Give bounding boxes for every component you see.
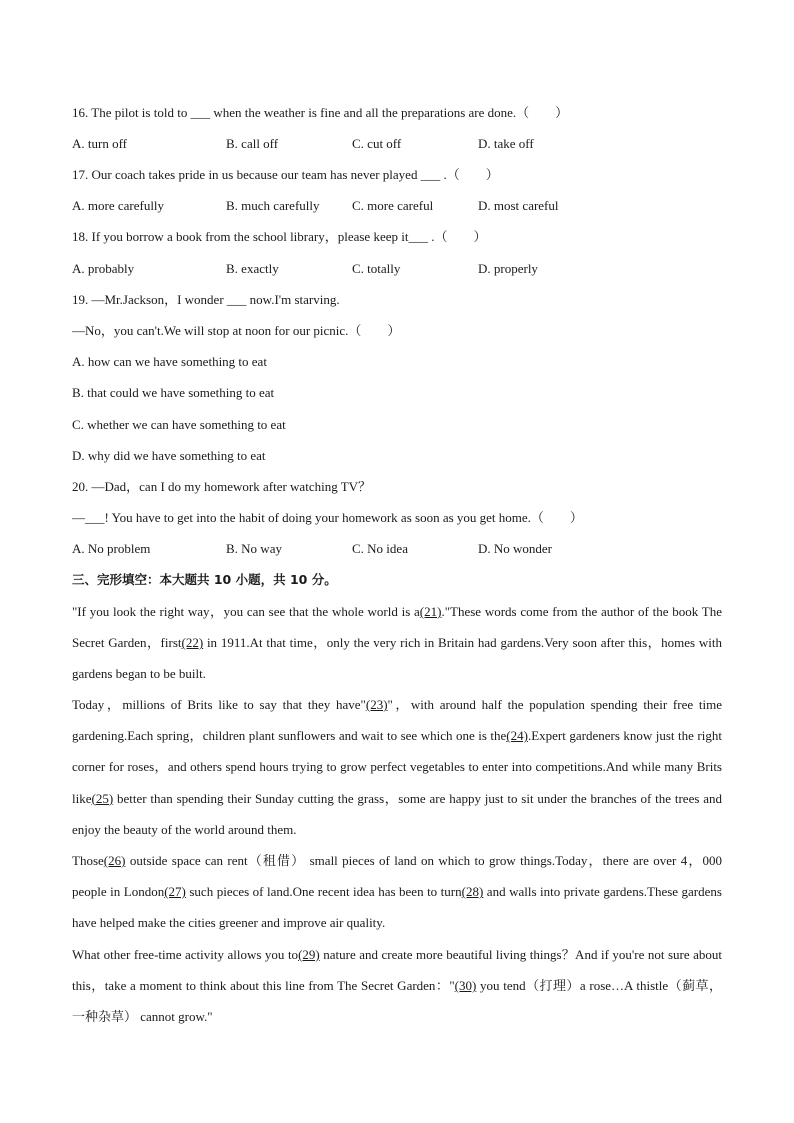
question-17-option-d: D. most careful [478,198,559,213]
blank-28[interactable]: (28) [461,884,484,900]
question-16-option-a: A. turn off [72,136,128,151]
question-16-option-b: B. call off [226,136,279,151]
question-16-stem: 16. The pilot is told to ___ when the weather is fine and all the preparations are done.（ ） [72,105,569,120]
question-19-reply: —No，you can't.We will stop at noon for our picnic.（ ） [72,323,401,338]
question-17-option-c: C. more careful [352,198,434,213]
question-20-stem: 20. —Dad，can I do my homework after watching TV？ [72,479,372,494]
passage-paragraph-2: Today，millions of Brits like to say that they have"(23)"，with around half the population spending their free time gardening.Each spring，children plant sunflowers and wait to see which one is the(24).Expert gardeners know just the right corner for roses，and others spend hours trying to grow perfect vegetables to enter into competitions.And while many Brits like(25) better than spending their Sunday cutting the grass，some are happy just to sit under the branches of the trees and enjoy the beauty of the world around them. [72,697,722,837]
question-20-reply: —___! You have to get into the habit of doing your homework as soon as you get home.（ ） [72,510,583,525]
blank-29[interactable]: (29) [298,947,320,962]
passage-paragraph-3: Those(26) outside space can rent（租借） small pieces of land on which to grow things.Today，there are over 4，000 people in London(27) such pieces of land.One recent idea has been to turn(28) and walls into private gardens.These gardens have helped make the cities greener and improve air quality. [72,853,722,931]
question-20-option-d: D. No wonder [478,541,553,556]
question-19-option-c: C. whether we can have something to eat [72,417,286,432]
question-16-option-c: C. cut off [352,136,402,151]
question-19-option-b: B. that could we have something to eat [72,385,275,400]
blank-23[interactable]: (23) [365,697,388,712]
question-18-option-a: A. probably [72,261,135,276]
passage-paragraph-1: "If you look the right way，you can see that the whole world is a(21)."These words come from the author of the book The Secret Garden，first(22) in 1911.At that time，only the very rich in Britain had gardens.Very soon after this，homes with gardens began to be built. [72,604,722,682]
question-18-option-c: C. totally [352,261,401,276]
question-18-option-d: D. properly [478,261,538,276]
blank-26[interactable]: (26) [103,853,126,868]
question-16-option-d: D. take off [478,136,534,151]
blank-30[interactable]: (30) [454,978,477,994]
question-19-option-a: A. how can we have something to eat [72,354,267,369]
blank-21[interactable]: (21) [419,604,442,619]
question-17-stem: 17. Our coach takes pride in us because our team has never played ___ .（ ） [72,167,499,182]
passage-paragraph-4: What other free-time activity allows you to(29) nature and create more beautiful living things？And if you're not sure about this，take a moment to think about this line from The Secret Garden："(30) you tend（打理）a rose…A thistle（蓟草，一种杂草） cannot grow." [72,947,722,1025]
question-20-option-b: B. No way [226,541,282,556]
question-17-option-b: B. much carefully [226,198,320,213]
question-20-option-a: A. No problem [72,541,151,556]
question-20-option-c: C. No idea [352,541,408,556]
blank-24[interactable]: (24) [506,728,528,744]
blank-22[interactable]: (22) [181,635,204,651]
question-18-option-b: B. exactly [226,261,279,276]
blank-27[interactable]: (27) [164,884,186,900]
question-18-stem: 18. If you borrow a book from the school library，please keep it___ .（ ） [72,229,487,244]
question-19-option-d: D. why did we have something to eat [72,448,266,463]
question-17-option-a: A. more carefully [72,198,165,213]
section-3-heading: 三、完形填空：本大题共 10 小题，共 10 分。 [72,572,337,587]
question-19-stem: 19. —Mr.Jackson，I wonder ___ now.I'm starving. [72,292,340,307]
blank-25[interactable]: (25) [91,790,114,806]
